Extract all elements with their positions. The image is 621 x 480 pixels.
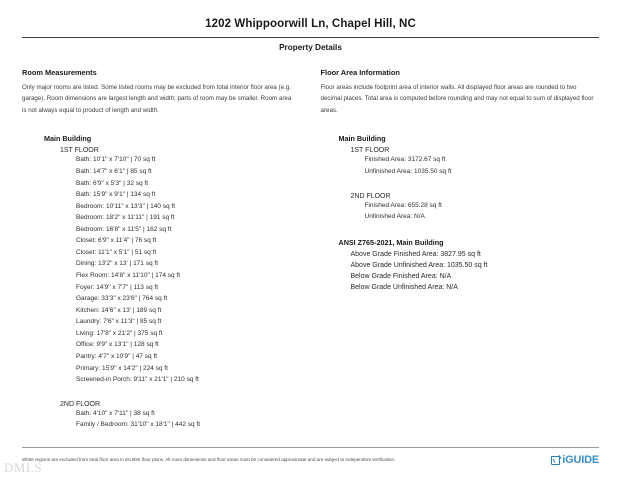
area-item: Unfinished Area: N/A <box>364 213 425 221</box>
room-item: Bath: 4'10" x 7'11" | 38 sq ft <box>76 409 155 417</box>
main-building-label-left: Main Building <box>44 134 92 144</box>
main-building-label-right: Main Building <box>338 134 386 144</box>
area-item: Finished Area: 655.28 sq ft <box>364 201 442 209</box>
area-item: Unfinished Area: 1035.50 sq ft <box>364 167 452 175</box>
room-item: Bath: 14'7" x 6'1" | 85 sq ft <box>76 167 152 175</box>
floor-area-heading: Floor Area Information <box>320 68 400 77</box>
room-item: Pantry: 4'7" x 10'9" | 47 sq ft <box>76 352 158 360</box>
page-subtitle: Property Details <box>279 43 342 52</box>
floor-label-2nd-left: 2ND FLOOR <box>60 400 101 408</box>
ansi-item: Below Grade Unfinished Area: N/A <box>350 283 458 291</box>
room-measurements-column <box>22 68 311 431</box>
room-item: Primary: 15'9" x 14'2" | 224 sq ft <box>76 364 168 372</box>
floor-area-blurb: Floor areas include footprint area of interior walls. All displayed floor areas are rounded to two decimal places. Total area is computed before rounding and may not equal to sum of displayed floor areas. <box>320 84 594 114</box>
ansi-item: Below Grade Finished Area: N/A <box>350 272 452 280</box>
content-columns <box>22 68 599 431</box>
room-measurements-tree <box>22 134 297 430</box>
room-item: Laundry: 7'6" x 11'3" | 85 sq ft <box>76 318 162 326</box>
floor-label-1st-left: 1ST FLOOR <box>60 147 99 155</box>
room-item: Family / Bedroom: 31'10" x 18'1" | 442 sq ft <box>76 421 201 429</box>
room-item: Bath: 15'9" x 9'1" | 134 sq ft <box>76 191 156 199</box>
footer-disclaimer: White regions are excluded from total floor area in iGUIDE floor plans. All room dimensions and floor areas must be considered approximate and are subject to independent verification. <box>22 456 396 462</box>
room-item: Office: 9'9" x 13'1" | 128 sq ft <box>76 341 159 349</box>
floor-area-column <box>311 68 600 431</box>
room-item: Bedroom: 18'2" x 11'11" | 191 sq ft <box>76 214 175 222</box>
watermark: DMLS <box>4 460 43 475</box>
room-item: Dining: 13'2" x 13' | 171 sq ft <box>76 260 158 268</box>
room-item: Bath: 6'9" x 5'3" | 32 sq ft <box>76 179 149 187</box>
floor-label-1st-right: 1ST FLOOR <box>350 147 390 155</box>
room-item: Flex Room: 14'8" x 11'10" | 174 sq ft <box>76 272 181 280</box>
room-item: Foyer: 14'9" x 7'7" | 113 sq ft <box>76 283 159 291</box>
floor-area-tree <box>321 134 600 290</box>
section-spacer <box>321 223 600 238</box>
page-footer <box>22 447 599 466</box>
iguide-logo <box>551 454 599 466</box>
room-item: Screened-in Porch: 9'11" x 21'1" | 210 sq ft <box>76 376 199 384</box>
ansi-item: Above Grade Finished Area: 3827.95 sq ft <box>350 250 481 258</box>
footer-row <box>22 454 599 466</box>
room-measurements-blurb: Only major rooms are listed. Some listed rooms may be excluded from total interior floor area (e.g. garage). Room dimensions are largest length and width; parts of room may be smaller. Room area is not always equal to product of length and width. <box>22 84 292 114</box>
ansi-item: Above Grade Unfinished Area: 1035.50 sq ft <box>350 261 488 269</box>
area-item: Finished Area: 3172.67 sq ft <box>364 156 446 164</box>
room-item: Bedroom: 16'8" x 11'5" | 162 sq ft <box>76 225 172 233</box>
room-item: Bath: 10'1" x 7'10" | 70 sq ft <box>76 156 156 164</box>
room-item: Closet: 11'1" x 5'1" | 51 sq ft <box>76 248 157 256</box>
room-item: Closet: 6'9" x 11'4" | 76 sq ft <box>76 237 157 245</box>
room-measurements-heading: Room Measurements <box>22 68 97 77</box>
floor-label-2nd-right: 2ND FLOOR <box>350 192 391 200</box>
iguide-logo-text: iGUIDE <box>562 454 599 466</box>
room-item: Living: 17'8" x 21'2" | 375 sq ft <box>76 329 163 337</box>
floor-spacer <box>321 178 600 189</box>
room-item: Kitchen: 14'6" x 13' | 189 sq ft <box>76 306 162 314</box>
ansi-standard-label: ANSI Z765-2021, Main Building <box>338 237 444 247</box>
iguide-envelope-icon <box>551 456 560 465</box>
room-item: Garage: 33'3" x 23'6" | 764 sq ft <box>76 295 168 303</box>
floor-spacer <box>22 386 297 397</box>
page-title: 1202 Whippoorwill Ln, Chapel Hill, NC <box>205 18 416 30</box>
room-item: Bedroom: 10'11" x 13'3" | 140 sq ft <box>76 202 176 210</box>
footer-divider <box>22 447 599 448</box>
